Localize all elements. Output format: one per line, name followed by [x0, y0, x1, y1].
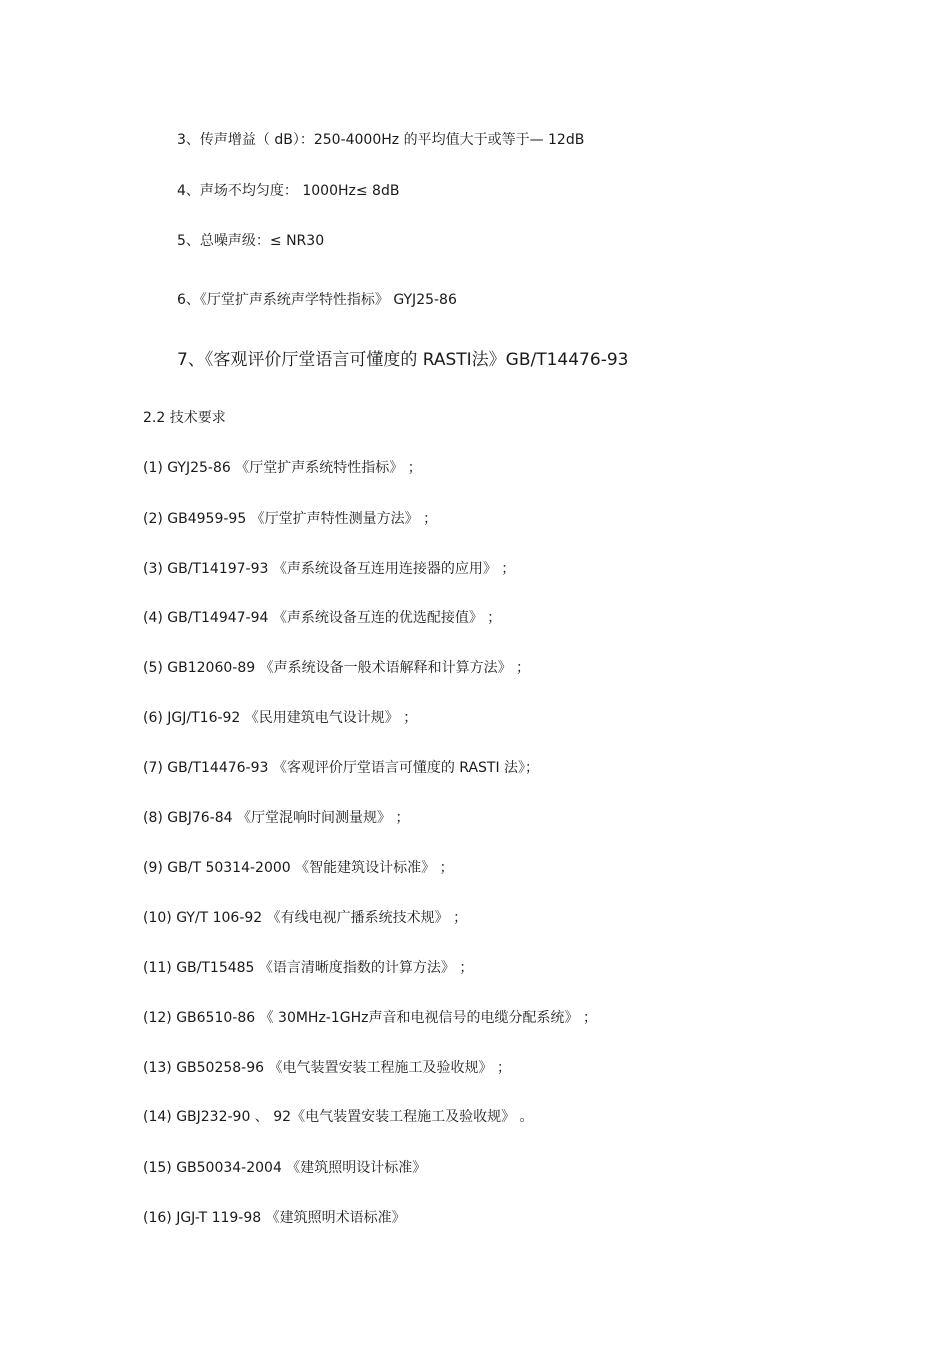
requirement-item: (7) GB/T14476-93 《客观评价厅堂语言可懂度的 RASTI 法》；	[143, 760, 540, 776]
spec-item-3: 3、传声增益（ dB）：250-4000Hz 的平均值大于或等于— 12dB	[177, 132, 585, 148]
requirement-item: (2) GB4959-95 《厅堂扩声特性测量方法》 ；	[143, 511, 438, 527]
requirement-item: (14) GBJ232-90 、 92《电气装置安装工程施工及验收规》 。	[143, 1109, 534, 1125]
requirement-item: (16) JGJ-T 119-98 《建筑照明术语标准》	[143, 1210, 406, 1226]
requirement-item: (8) GBJ76-84 《厅堂混响时间测量规》 ；	[143, 810, 410, 826]
requirement-item: (5) GB12060-89 《声系统设备一般术语解释和计算方法》 ；	[143, 660, 531, 676]
requirement-item: (10) GY/T 106-92 《有线电视广播系统技术规》 ；	[143, 910, 468, 926]
requirement-item: (15) GB50034-2004 《建筑照明设计标准》	[143, 1160, 427, 1176]
requirement-item: (13) GB50258-96 《电气装置安装工程施工及验收规》 ；	[143, 1060, 511, 1076]
requirement-item: (9) GB/T 50314-2000 《智能建筑设计标准》 ；	[143, 860, 454, 876]
requirement-item: (3) GB/T14197-93 《声系统设备互连用连接器的应用》 ；	[143, 561, 516, 577]
requirement-item: (1) GYJ25-86 《厅堂扩声系统特性指标》 ；	[143, 460, 422, 476]
requirement-item: (4) GB/T14947-94 《声系统设备互连的优选配接值》 ；	[143, 610, 502, 626]
requirement-item: (12) GB6510-86 《 30MHz-1GHz声音和电视信号的电缆分配系统》 ；	[143, 1010, 597, 1026]
requirement-item: (11) GB/T15485 《语言清晰度指数的计算方法》 ；	[143, 960, 474, 976]
section-title: 2.2 技术要求	[143, 410, 226, 426]
spec-item-6: 6、《厅堂扩声系统声学特性指标》 GYJ25-86	[177, 292, 457, 308]
spec-item-5: 5、总噪声级：≤ NR30	[177, 233, 325, 249]
requirement-item: (6) JGJ/T16-92 《民用建筑电气设计规》 ；	[143, 710, 418, 726]
spec-item-7: 7、《客观评价厅堂语言可懂度的 RASTI法》GB/T14476-93	[177, 350, 629, 370]
spec-item-4: 4、声场不均匀度： 1000Hz≤ 8dB	[177, 183, 400, 199]
